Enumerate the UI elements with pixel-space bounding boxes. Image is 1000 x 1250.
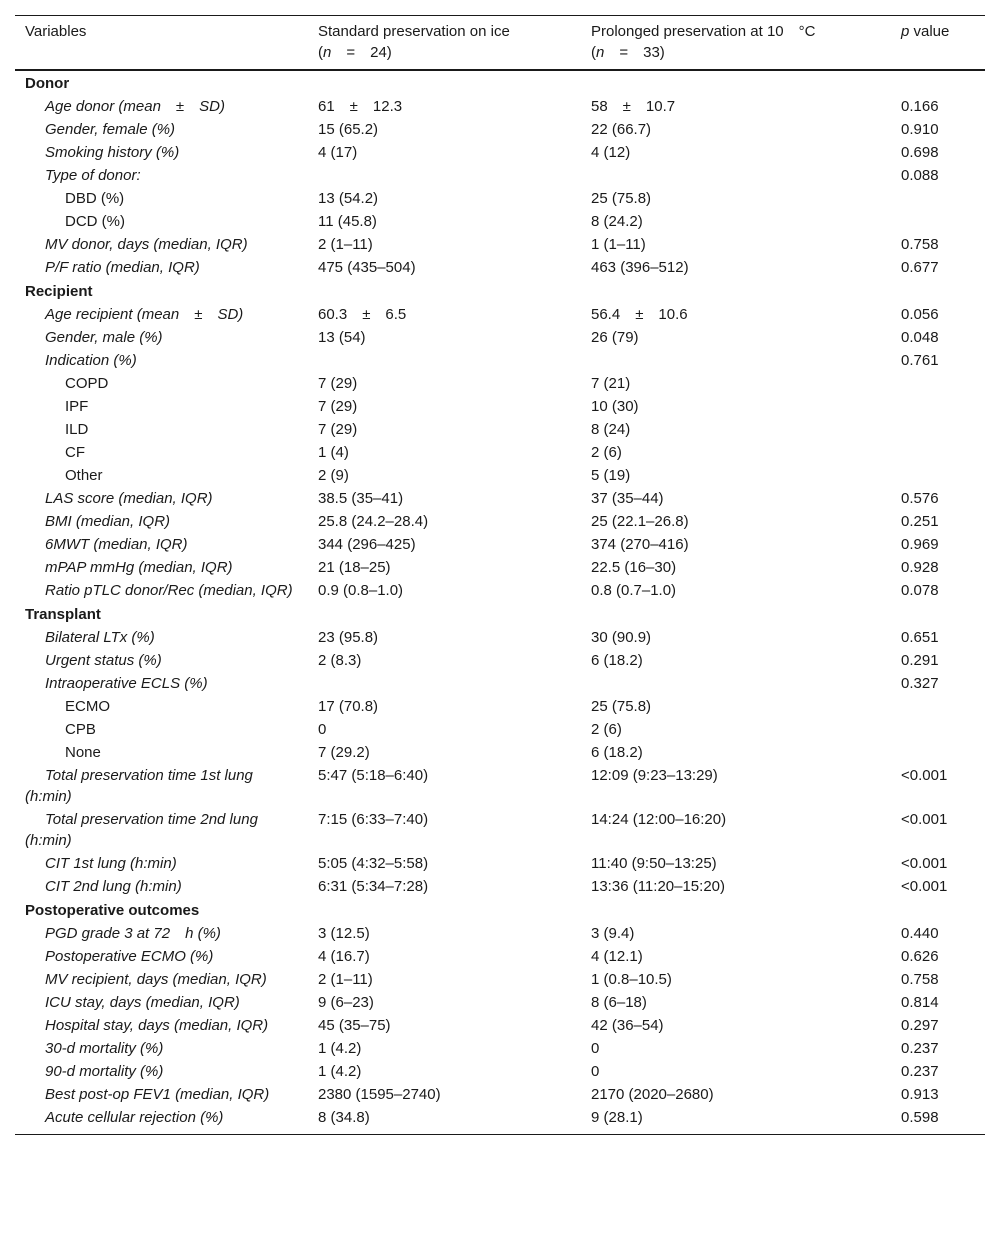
cell-standard: 9 (6–23) [318,994,374,1011]
cell-prolonged: 26 (79) [591,329,639,346]
cell-prolonged: 10 (30) [591,398,639,415]
section-header-row [15,279,985,303]
row-label [15,326,308,349]
cell-standard: 475 (435–504) [318,259,416,276]
cell-p-value [891,741,985,764]
cell-prolonged: 56.4 ± 10.6 [591,306,688,323]
table-row [15,164,985,187]
cell-p-value: 0.056 [901,306,939,323]
cell-p-value: 0.910 [901,121,939,138]
row-label: COPD [65,375,109,392]
row-label-text: Type of donor: [45,167,141,184]
row-label-text: Age recipient (mean ± SD) [45,306,244,323]
cell-standard: 2380 (1595–2740) [318,1086,441,1103]
table-row [15,395,985,418]
row-label [15,1014,308,1037]
row-label [15,1037,308,1060]
table-row [15,741,985,764]
table-row [15,556,985,579]
cell-p-value [891,418,985,441]
cell-p-value: 0.598 [901,1109,939,1126]
cell-prolonged: 6 (18.2) [591,652,643,669]
table-row [15,303,985,326]
table-row [15,922,985,945]
cell-p-value: 0.291 [901,652,939,669]
cell-standard: 13 (54) [318,329,366,346]
row-label-text: Postoperative ECMO (%) [45,948,214,965]
row-label: DBD (%) [65,190,125,207]
header-variables: Variables [25,23,87,40]
cell-standard: 5:05 (4:32–5:58) [318,855,429,872]
row-label-text: 6MWT (median, IQR) [45,536,188,553]
cell-p-value: 0.078 [901,582,939,599]
cell-standard [308,672,581,695]
table-row [15,210,985,233]
cell-p-value: <0.001 [901,878,948,895]
table-row [15,1014,985,1037]
cell-p-value: 0.440 [901,925,939,942]
cell-standard: 45 (35–75) [318,1017,391,1034]
row-label-text: Bilateral LTx (%) [45,629,155,646]
cell-standard: 344 (296–425) [318,536,416,553]
cell-standard: 0 [318,721,327,738]
row-label-text: Gender, female (%) [45,121,176,138]
table-row [15,852,985,875]
cell-prolonged: 12:09 (9:23–13:29) [591,767,718,784]
cell-standard: 23 (95.8) [318,629,379,646]
cell-standard: 38.5 (35–41) [318,490,404,507]
row-label [15,118,308,141]
header-standard-title: Standard preservation on ice [318,23,510,40]
cell-standard: 5:47 (5:18–6:40) [318,767,429,784]
row-label: CPB [65,721,96,738]
cell-prolonged: 374 (270–416) [591,536,689,553]
table-row [15,718,985,741]
cell-p-value: 0.327 [901,675,939,692]
cell-p-value: <0.001 [901,811,948,828]
cell-p-value: 0.651 [901,629,939,646]
cell-prolonged: 22.5 (16–30) [591,559,677,576]
cell-p-value: 0.814 [901,994,939,1011]
row-label [15,945,308,968]
cell-prolonged: 463 (396–512) [591,259,689,276]
cell-p-value: 0.251 [901,513,939,530]
cell-prolonged: 25 (22.1–26.8) [591,513,689,530]
header-prolonged [581,16,891,71]
cell-prolonged: 14:24 (12:00–16:20) [591,811,727,828]
row-label-text: ICU stay, days (median, IQR) [45,994,240,1011]
cell-standard: 21 (18–25) [318,559,391,576]
cell-prolonged: 42 (36–54) [591,1017,664,1034]
row-label [15,852,308,875]
table-row [15,764,985,808]
row-label: ECMO [65,698,110,715]
cell-standard: 61 ± 12.3 [318,98,403,115]
cell-prolonged: 8 (24.2) [591,213,643,230]
cell-prolonged: 5 (19) [591,467,631,484]
row-label [15,968,308,991]
cell-p-value: 0.761 [901,352,939,369]
section-title: Recipient [25,283,93,300]
cell-standard: 25.8 (24.2–28.4) [318,513,429,530]
row-label-text: CIT 1st lung (h:min) [45,855,177,872]
table-row [15,1037,985,1060]
cell-prolonged [581,349,891,372]
cell-p-value: 0.166 [901,98,939,115]
table-row [15,968,985,991]
cell-standard: 7 (29) [318,398,358,415]
row-label-text: Age donor (mean ± SD) [45,98,225,115]
row-label-text: PGD grade 3 at 72 h (%) [45,925,221,942]
row-label [15,579,308,602]
table-row [15,187,985,210]
cell-p-value: 0.237 [901,1040,939,1057]
cell-prolonged: 4 (12) [591,144,631,161]
cell-p-value: 0.297 [901,1017,939,1034]
cell-standard: 4 (17) [318,144,358,161]
cell-prolonged: 3 (9.4) [591,925,635,942]
row-label [15,991,308,1014]
cell-prolonged: 11:40 (9:50–13:25) [591,855,717,872]
table-row [15,579,985,602]
row-label [15,922,308,945]
header-standard-n: (n = 24) [318,44,392,61]
row-label-text: Hospital stay, days (median, IQR) [45,1017,269,1034]
cell-p-value: 0.088 [901,167,939,184]
table-row [15,487,985,510]
cell-p-value [891,695,985,718]
row-label-text: Smoking history (%) [45,144,180,161]
cell-standard: 2 (1–11) [318,971,373,988]
row-label [15,533,308,556]
row-label-text: BMI (median, IQR) [45,513,171,530]
section-header-row [15,70,985,95]
row-label [15,141,308,164]
row-label-text: 90-d mortality (%) [45,1063,164,1080]
cell-standard: 1 (4.2) [318,1063,362,1080]
table-row [15,672,985,695]
cell-prolonged: 0 [591,1063,600,1080]
table-row [15,1083,985,1106]
row-label [15,164,308,187]
row-label-text: Total preservation time 2nd lung (h:min) [25,811,258,849]
row-label-text: Ratio pTLC donor/Rec (median, IQR) [45,582,293,599]
cell-standard: 13 (54.2) [318,190,379,207]
row-label-text: LAS score (median, IQR) [45,490,213,507]
cell-standard: 17 (70.8) [318,698,379,715]
cell-standard: 7 (29) [318,375,358,392]
cell-standard [308,164,581,187]
row-label: Other [65,467,103,484]
row-label-text: Best post-op FEV1 (median, IQR) [45,1086,270,1103]
cell-p-value: 0.698 [901,144,939,161]
cell-p-value: 0.048 [901,329,939,346]
cell-prolonged: 0 [591,1040,600,1057]
cell-prolonged: 9 (28.1) [591,1109,643,1126]
header-standard [308,16,581,71]
table-row [15,441,985,464]
table-row [15,1106,985,1135]
row-label-text: MV donor, days (median, IQR) [45,236,248,253]
table-row [15,533,985,556]
cell-standard: 7:15 (6:33–7:40) [318,811,429,828]
row-label-text: P/F ratio (median, IQR) [45,259,200,276]
cell-standard: 8 (34.8) [318,1109,370,1126]
row-label-text: 30-d mortality (%) [45,1040,164,1057]
table-body [15,70,985,1135]
cell-p-value: <0.001 [901,767,948,784]
cell-prolonged: 25 (75.8) [591,698,652,715]
cell-standard: 1 (4) [318,444,349,461]
cell-prolonged: 8 (24) [591,421,631,438]
row-label [15,626,308,649]
row-label-text: mPAP mmHg (median, IQR) [45,559,233,576]
table-row [15,118,985,141]
row-label: ILD [65,421,89,438]
cell-prolonged: 4 (12.1) [591,948,643,965]
cell-prolonged: 6 (18.2) [591,744,643,761]
header-row [15,16,985,71]
section-title: Donor [25,75,70,92]
row-label [15,672,308,695]
table-row [15,875,985,898]
row-label [15,556,308,579]
cell-p-value [891,441,985,464]
table-row [15,695,985,718]
row-label [15,808,308,852]
cell-prolonged [581,672,891,695]
row-label [15,349,308,372]
cell-prolonged: 13:36 (11:20–15:20) [591,878,725,895]
cell-prolonged: 58 ± 10.7 [591,98,676,115]
cell-prolonged: 2170 (2020–2680) [591,1086,714,1103]
table-row [15,326,985,349]
table-row [15,464,985,487]
cell-p-value: 0.576 [901,490,939,507]
table-row [15,510,985,533]
cell-p-value [891,395,985,418]
cell-prolonged: 7 (21) [591,375,631,392]
table-row [15,349,985,372]
cell-standard: 3 (12.5) [318,925,370,942]
cell-p-value: 0.237 [901,1063,939,1080]
row-label [15,764,308,808]
cell-p-value: 0.758 [901,236,939,253]
table-header [15,16,985,71]
cell-standard: 60.3 ± 6.5 [318,306,407,323]
row-label-text: Urgent status (%) [45,652,162,669]
header-p-value: p value [901,23,950,40]
cell-p-value: 0.928 [901,559,939,576]
table-row [15,1060,985,1083]
row-label-text: MV recipient, days (median, IQR) [45,971,267,988]
row-label [15,1060,308,1083]
data-table [15,15,985,1135]
cell-standard: 7 (29.2) [318,744,370,761]
cell-p-value [891,187,985,210]
table-row [15,233,985,256]
table-container [15,15,985,1135]
table-row [15,626,985,649]
cell-prolonged: 30 (90.9) [591,629,652,646]
table-row [15,141,985,164]
row-label-text: Total preservation time 1st lung (h:min) [25,767,253,805]
cell-p-value: 0.913 [901,1086,939,1103]
header-prolonged-n: (n = 33) [591,44,665,61]
table-row [15,991,985,1014]
table-row [15,372,985,395]
cell-p-value: <0.001 [901,855,948,872]
row-label [15,256,308,279]
cell-p-value: 0.677 [901,259,939,276]
cell-prolonged: 1 (0.8–10.5) [591,971,672,988]
section-header-row [15,602,985,626]
row-label [15,303,308,326]
section-header-row [15,898,985,922]
cell-standard: 6:31 (5:34–7:28) [318,878,429,895]
row-label: DCD (%) [65,213,125,230]
row-label [15,875,308,898]
row-label [15,1083,308,1106]
cell-prolonged: 8 (6–18) [591,994,647,1011]
section-title: Transplant [25,606,101,623]
cell-prolonged: 37 (35–44) [591,490,664,507]
cell-standard: 2 (8.3) [318,652,362,669]
cell-standard: 11 (45.8) [318,213,377,230]
row-label-text: Intraoperative ECLS (%) [45,675,208,692]
row-label: IPF [65,398,89,415]
row-label [15,1106,308,1135]
cell-p-value: 0.626 [901,948,939,965]
table-row [15,808,985,852]
section-title: Postoperative outcomes [25,902,200,919]
table-row [15,95,985,118]
row-label [15,510,308,533]
cell-prolonged [581,164,891,187]
table-row [15,649,985,672]
cell-standard: 2 (1–11) [318,236,373,253]
row-label [15,649,308,672]
cell-standard: 15 (65.2) [318,121,379,138]
table-row [15,256,985,279]
cell-p-value [891,372,985,395]
cell-p-value: 0.969 [901,536,939,553]
cell-prolonged: 25 (75.8) [591,190,652,207]
row-label [15,233,308,256]
cell-standard [308,349,581,372]
table-row [15,418,985,441]
header-prolonged-title: Prolonged preservation at 10 °C [591,23,816,40]
cell-p-value [891,464,985,487]
cell-prolonged: 2 (6) [591,444,622,461]
cell-prolonged: 0.8 (0.7–1.0) [591,582,677,599]
cell-p-value: 0.758 [901,971,939,988]
row-label-text: Indication (%) [45,352,137,369]
row-label [15,487,308,510]
cell-standard: 4 (16.7) [318,948,370,965]
row-label [15,95,308,118]
cell-p-value [891,210,985,233]
cell-standard: 7 (29) [318,421,358,438]
row-label: None [65,744,101,761]
row-label-text: CIT 2nd lung (h:min) [45,878,182,895]
cell-prolonged: 1 (1–11) [591,236,646,253]
cell-standard: 0.9 (0.8–1.0) [318,582,404,599]
row-label-text: Gender, male (%) [45,329,163,346]
cell-standard: 1 (4.2) [318,1040,362,1057]
cell-prolonged: 2 (6) [591,721,622,738]
cell-prolonged: 22 (66.7) [591,121,652,138]
row-label: CF [65,444,85,461]
cell-p-value [891,718,985,741]
table-row [15,945,985,968]
cell-standard: 2 (9) [318,467,349,484]
row-label-text: Acute cellular rejection (%) [45,1109,224,1126]
